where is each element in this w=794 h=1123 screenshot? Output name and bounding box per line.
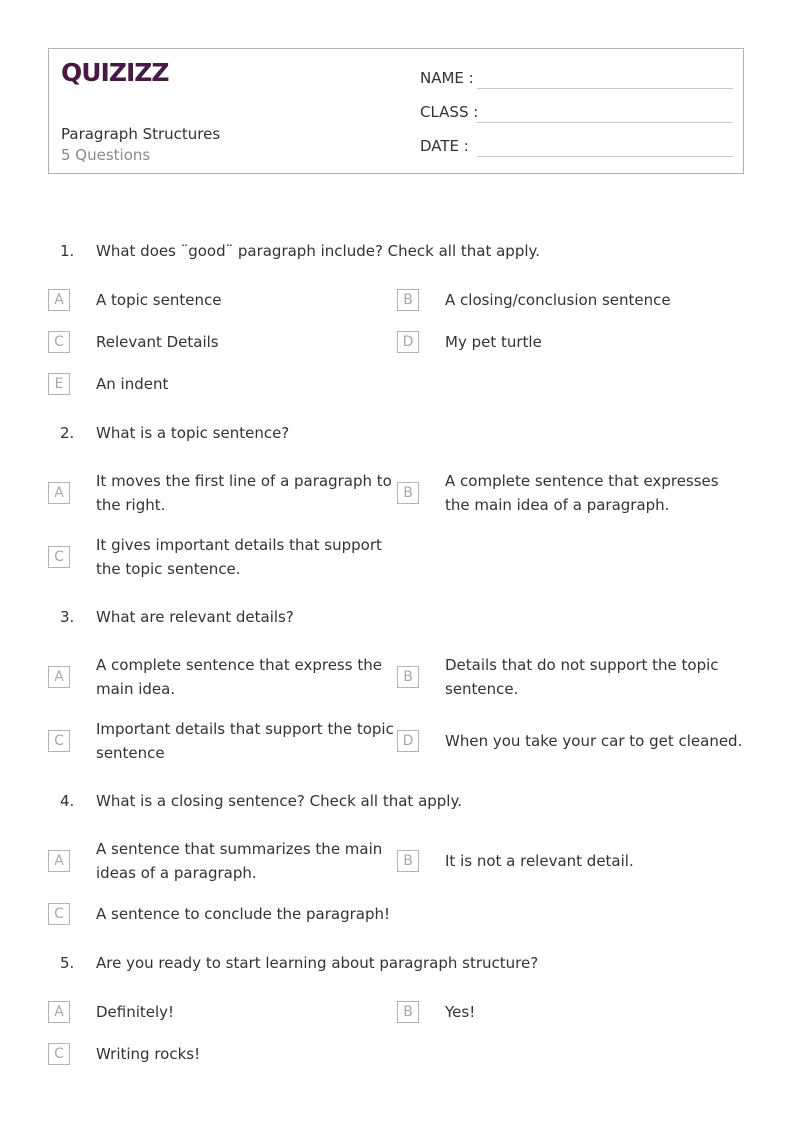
option-b-box[interactable]: B [397, 1001, 419, 1023]
option-a-text: A sentence that summarizes the main ideas of a paragraph. [96, 840, 383, 882]
question-count: 5 Questions [61, 146, 151, 164]
option-a-box[interactable]: A [48, 482, 70, 504]
option-b-box[interactable]: B [397, 482, 419, 504]
option-c-box[interactable]: C [48, 1043, 70, 1065]
option-c-box[interactable]: C [48, 331, 70, 353]
option-c-text: Writing rocks! [96, 1045, 201, 1063]
option-b-box[interactable]: B [397, 666, 419, 688]
quizizz-logo: QUIZIZZ [61, 58, 169, 87]
option-e-box[interactable]: E [48, 373, 70, 395]
name-label: NAME : [420, 69, 474, 87]
option-a-text: Definitely! [96, 1003, 175, 1021]
option-d-text: My pet turtle [445, 333, 542, 351]
option-b-text: A complete sentence that expresses the main idea of a paragraph. [445, 472, 719, 514]
question-text: What are relevant details? [96, 608, 294, 626]
worksheet-header [48, 48, 744, 174]
question-text: What does ¨good¨ paragraph include? Check all that apply. [96, 242, 541, 260]
question-number: 1. [60, 242, 75, 260]
option-c-text: Relevant Details [96, 333, 219, 351]
option-b-text: Details that do not support the topic sentence. [445, 656, 719, 698]
option-a-text: A complete sentence that express the main idea. [96, 656, 382, 698]
option-a-box[interactable]: A [48, 289, 70, 311]
option-b-text: It is not a relevant detail. [445, 852, 634, 870]
question-text: What is a closing sentence? Check all that apply. [96, 792, 462, 810]
option-c-box[interactable]: C [48, 903, 70, 925]
option-c-text: Important details that support the topic sentence [96, 720, 394, 762]
option-a-box[interactable]: A [48, 1001, 70, 1023]
worksheet-title: Paragraph Structures [61, 125, 221, 143]
date-label: DATE : [420, 137, 469, 155]
question-number: 3. [60, 608, 75, 626]
class-line[interactable] [477, 122, 733, 123]
option-c-text: It gives important details that support the topic sentence. [96, 536, 382, 578]
option-a-text: A topic sentence [96, 291, 222, 309]
option-c-box[interactable]: C [48, 546, 70, 568]
option-e-text: An indent [96, 375, 169, 393]
option-d-box[interactable]: D [397, 331, 419, 353]
option-d-box[interactable]: D [397, 730, 419, 752]
question-text: Are you ready to start learning about paragraph structure? [96, 954, 539, 972]
option-b-box[interactable]: B [397, 289, 419, 311]
option-d-text: When you take your car to get cleaned. [445, 732, 743, 750]
question-text: What is a topic sentence? [96, 424, 290, 442]
date-line[interactable] [477, 156, 733, 157]
question-number: 2. [60, 424, 75, 442]
option-a-box[interactable]: A [48, 850, 70, 872]
option-a-text: It moves the first line of a paragraph to the right. [96, 472, 392, 514]
option-b-box[interactable]: B [397, 850, 419, 872]
class-label: CLASS : [420, 103, 479, 121]
question-number: 4. [60, 792, 75, 810]
option-c-text: A sentence to conclude the paragraph! [96, 905, 391, 923]
option-a-box[interactable]: A [48, 666, 70, 688]
name-line[interactable] [477, 88, 733, 89]
option-b-text: A closing/conclusion sentence [445, 291, 671, 309]
question-number: 5. [60, 954, 75, 972]
option-c-box[interactable]: C [48, 730, 70, 752]
option-b-text: Yes! [445, 1003, 476, 1021]
